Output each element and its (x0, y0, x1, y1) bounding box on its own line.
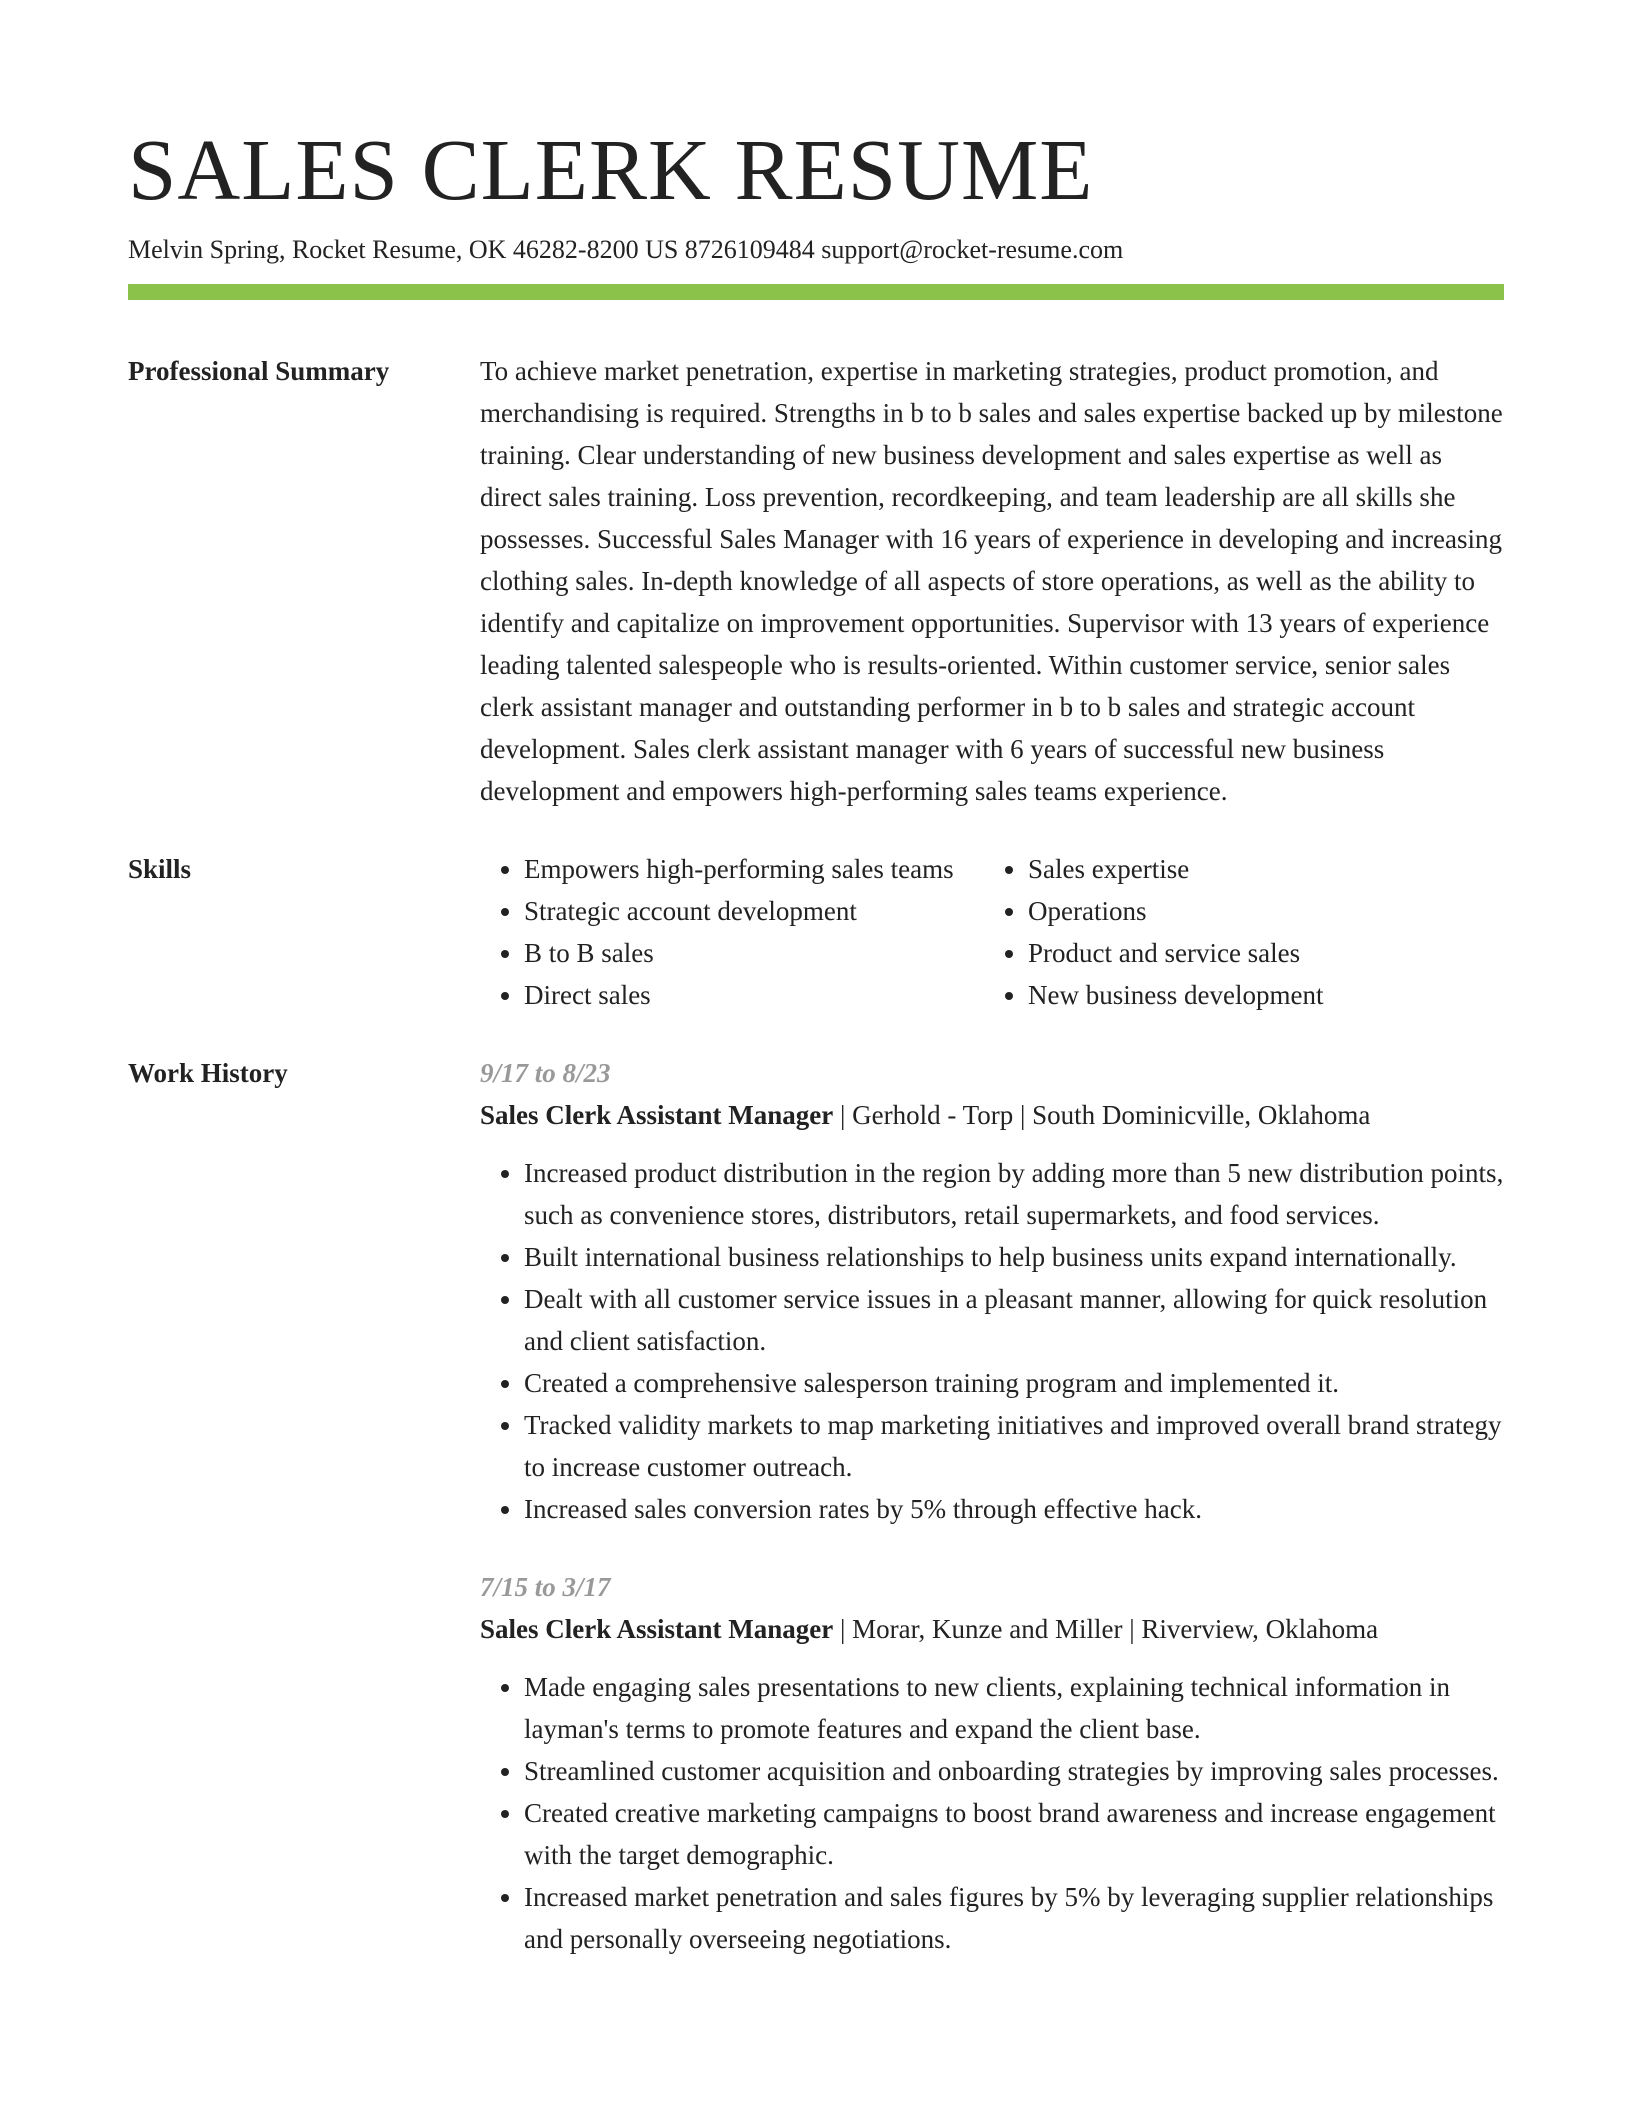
skills-section (128, 848, 1504, 1016)
job-title: Sales Clerk Assistant Manager (480, 1614, 834, 1644)
job-entry (480, 1566, 1504, 1960)
section-label-summary: Professional Summary (128, 356, 390, 386)
job-employer-location: | Gerhold - Torp | South Dominicville, Oklahoma (833, 1100, 1371, 1130)
section-label-work: Work History (128, 1058, 288, 1088)
job-title-line (480, 1094, 1504, 1136)
job-bullets (480, 1152, 1504, 1530)
skills-grid (480, 848, 1504, 1016)
job-bullet: • Made engaging sales presentations to new clients, explaining technical information in layman's terms to promote features and expand the client base. (524, 1666, 1504, 1750)
job-dates: 7/15 to 3/17 (480, 1572, 611, 1602)
skills-list-right (984, 848, 1504, 1016)
job-bullet: • Tracked validity markets to map marketing initiatives and improved overall brand strategy to increase customer outreach. (524, 1404, 1504, 1488)
professional-summary-section (128, 350, 1504, 812)
job-bullet: • Built international business relationships to help business units expand internationally. (524, 1236, 1504, 1278)
section-label-skills: Skills (128, 854, 192, 884)
skill-item: • B to B sales (524, 932, 984, 974)
job-bullet: • Created a comprehensive salesperson training program and implemented it. (524, 1362, 1504, 1404)
skills-list-left (480, 848, 984, 1016)
job-title: Sales Clerk Assistant Manager (480, 1100, 834, 1130)
skill-item: • Product and service sales (1028, 932, 1504, 974)
job-entry (480, 1052, 1504, 1530)
skill-item: • Strategic account development (524, 890, 984, 932)
job-bullet: • Streamlined customer acquisition and onboarding strategies by improving sales processes. (524, 1750, 1504, 1792)
skill-item: • Operations (1028, 890, 1504, 932)
job-dates: 9/17 to 8/23 (480, 1058, 611, 1088)
skill-item: • Empowers high-performing sales teams (524, 848, 984, 890)
job-title-line (480, 1608, 1504, 1650)
accent-divider (128, 284, 1504, 300)
job-bullet: • Increased sales conversion rates by 5% through effective hack. (524, 1488, 1504, 1530)
skill-item: • Sales expertise (1028, 848, 1504, 890)
resume-title: SALES CLERK RESUME (128, 121, 1094, 218)
job-bullet: • Increased product distribution in the region by adding more than 5 new distribution points, such as convenience stores, distributors, retail supermarkets, and food services. (524, 1152, 1504, 1236)
job-bullet: • Created creative marketing campaigns to boost brand awareness and increase engagement with the target demographic. (524, 1792, 1504, 1876)
skill-item: • New business development (1028, 974, 1504, 1016)
job-bullets (480, 1666, 1504, 1960)
skill-item: • Direct sales (524, 974, 984, 1016)
contact-line: Melvin Spring, Rocket Resume, OK 46282-8200 US 8726109484 support@rocket-resume.com (128, 235, 1124, 264)
job-employer-location: | Morar, Kunze and Miller | Riverview, Oklahoma (833, 1614, 1379, 1644)
job-bullet: • Dealt with all customer service issues in a pleasant manner, allowing for quick resolution and client satisfaction. (524, 1278, 1504, 1362)
work-history-section (128, 1052, 1504, 1960)
job-bullet: • Increased market penetration and sales figures by 5% by leveraging supplier relationships and personally overseeing negotiations. (524, 1876, 1504, 1960)
summary-text: To achieve market penetration, expertise in marketing strategies, product promotion, and merchandising is required. Strengths in b to b sales and sales expertise backed up by milestone training. Clear understanding of new business development and sales expertise as well as direct sales training. Loss prevention, recordkeeping, and team leadership are all skills she possesses. Successful Sales Manager with 16 years of experience in developing and increasing clothing sales. In-depth knowledge of all aspects of store operations, as well as the ability to identify and capitalize on improvement opportunities. Supervisor with 13 years of experience leading talented salespeople who is results-oriented. Within customer service, senior sales clerk assistant manager and outstanding performer in b to b sales and strategic account development. Sales clerk assistant manager with 6 years of successful new business development and empowers high-performing sales teams experience. (480, 356, 1503, 806)
